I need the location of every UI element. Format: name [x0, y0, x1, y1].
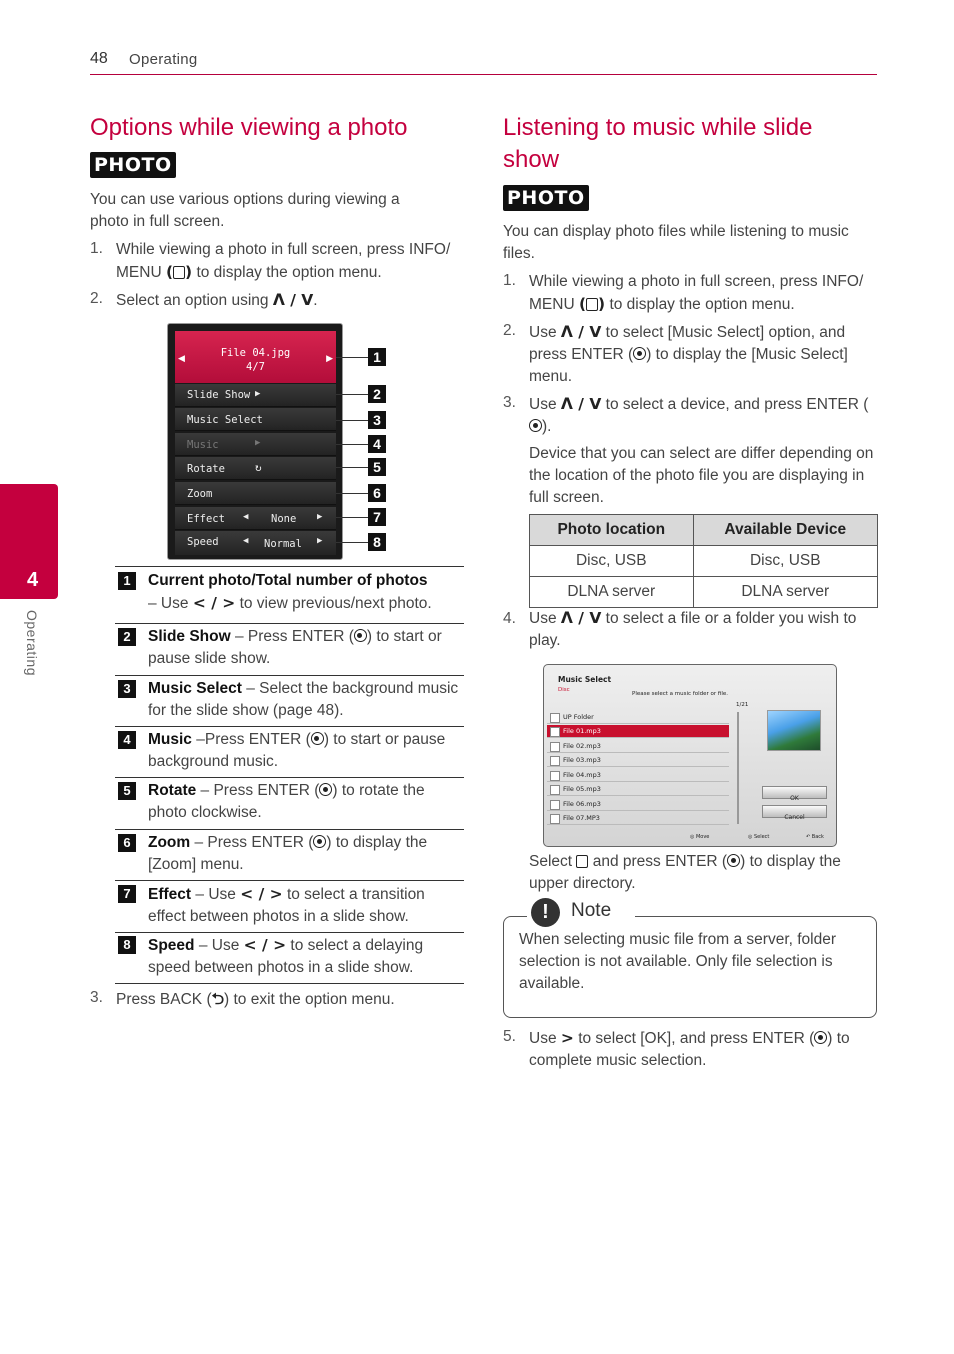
osd-row-slide-show: Slide Show ▶	[175, 384, 336, 407]
legend-item-7: Effect – Use < / > to select a transition effect between photos in a slide show.	[148, 885, 425, 925]
table-cell: Disc, USB	[693, 546, 877, 577]
step-3: Press BACK (⮌) to exit the option menu.	[116, 990, 395, 1008]
legend-item-4: Music –Press ENTER ( ) to start or pause background music.	[148, 731, 446, 770]
osd-row-effect: Effect ◀ None ▶	[175, 507, 336, 530]
callout-line	[336, 420, 368, 421]
up-down-icon: Λ / V	[560, 609, 602, 627]
enter-icon	[311, 732, 324, 745]
osd-row-music-select: Music Select	[175, 408, 336, 431]
right-step-3: Use Λ / V to select a device, and press ENTER ().	[529, 395, 869, 435]
chapter-label: Operating	[24, 610, 40, 676]
photo-badge: PHOTO	[90, 152, 176, 178]
table-header: Photo location	[530, 515, 694, 546]
legend-number: 8	[118, 936, 136, 954]
step-number: 3.	[90, 989, 103, 1006]
osd-row-speed: Speed ◀ Normal ▶	[175, 531, 336, 555]
legend-number: 7	[118, 885, 136, 903]
legend-number: 1	[118, 572, 136, 590]
callout-line	[336, 357, 368, 358]
step-number: 2.	[90, 290, 103, 307]
info-icon	[586, 298, 598, 311]
osd-row-rotate: Rotate ↻	[175, 457, 336, 480]
ms-row: File 03.mp3	[547, 754, 729, 767]
step-number: 1.	[503, 272, 516, 289]
step-number: 3.	[503, 394, 516, 411]
music-file-icon	[550, 771, 560, 781]
step-number: 5.	[503, 1028, 516, 1045]
ms-footer: ◎ Move	[690, 834, 710, 840]
left-arrow-icon: ◀	[243, 512, 249, 522]
step-1: While viewing a photo in full screen, press INFO/ MENU ( ) to display the option menu.	[116, 241, 451, 281]
music-file-icon	[550, 742, 560, 752]
step-number: 1.	[90, 240, 103, 257]
right-arrow-icon: ▶	[317, 512, 323, 522]
music-file-icon	[550, 814, 560, 824]
right-step-4: Use Λ / V to select a file or a folder you wish to play.	[529, 609, 857, 649]
legend-rule	[115, 932, 464, 933]
up-down-icon: Λ / V	[560, 395, 602, 413]
right-step-5: Use > to select [OK], and press ENTER ( ) to complete music selection.	[529, 1029, 850, 1069]
legend-rule	[115, 777, 464, 778]
ms-scrollbar	[737, 712, 739, 824]
ms-row: File 05.mp3	[547, 783, 729, 796]
device-table	[529, 514, 878, 608]
note-text: When selecting music file from a server, folder selection is not available. Only file selection is available.	[519, 931, 837, 992]
callout-line	[336, 517, 368, 518]
folder-icon	[550, 713, 560, 723]
legend-item-6: Zoom – Press ENTER ( ) to display the [Zoom] menu.	[148, 834, 428, 873]
legend-rule	[115, 983, 464, 984]
rotate-icon: ↻	[255, 461, 262, 474]
osd-header	[175, 331, 336, 383]
music-file-icon	[550, 800, 560, 810]
callout-line	[336, 542, 368, 543]
ms-row: File 02.mp3	[547, 740, 729, 753]
ms-title: Music Select	[558, 675, 612, 684]
legend-number: 2	[118, 628, 136, 646]
ms-footer: ↶ Back	[806, 834, 824, 840]
ms-page: 1/21	[736, 702, 749, 708]
callout-line	[336, 444, 368, 445]
osd-row-music: Music ▶	[175, 433, 336, 456]
upper-folder-icon	[576, 855, 588, 868]
right-chevron-icon: >	[560, 1029, 574, 1047]
table-row	[530, 546, 878, 577]
photo-badge: PHOTO	[503, 185, 589, 211]
left-right-icon: < / >	[192, 594, 236, 612]
legend-item-8: Speed – Use < / > to select a delaying speed between photos in a slide show.	[148, 936, 424, 976]
music-file-icon	[550, 756, 560, 766]
step-number: 2.	[503, 322, 516, 339]
ms-row: UP Folder	[547, 711, 729, 724]
left-arrow-icon: ◀	[243, 536, 249, 546]
step-2: Select an option using Λ / V.	[116, 291, 318, 309]
legend-rule	[115, 623, 464, 624]
osd-file-name: File 04.jpg	[220, 347, 291, 359]
callout-3: 3	[368, 411, 386, 429]
legend-number: 5	[118, 782, 136, 800]
legend-rule	[115, 566, 464, 567]
table-header: Available Device	[693, 515, 877, 546]
table-cell: DLNA server	[530, 577, 694, 608]
note-label: Note	[571, 900, 612, 921]
ms-source: Disc	[558, 687, 570, 693]
enter-icon	[529, 419, 542, 432]
legend-rule	[115, 726, 464, 727]
music-file-icon	[550, 727, 560, 737]
right-arrow-icon: ▶	[317, 536, 323, 546]
callout-1: 1	[368, 348, 386, 366]
table-cell: DLNA server	[693, 577, 877, 608]
legend-number: 6	[118, 834, 136, 852]
callout-line	[336, 467, 368, 468]
photo-thumbnail	[767, 710, 821, 751]
exclamation-icon: !	[531, 898, 560, 927]
ms-prompt: Please select a music folder or file.	[632, 691, 729, 697]
ms-row: File 07.MP3	[547, 812, 729, 825]
ms-row-selected: File 01.mp3	[547, 725, 729, 738]
enter-icon	[313, 835, 326, 848]
enter-icon	[814, 1031, 827, 1044]
legend-number: 3	[118, 680, 136, 698]
ms-row: File 06.mp3	[547, 798, 729, 811]
legend-rule	[115, 880, 464, 881]
right-step-1: While viewing a photo in full screen, press INFO/ MENU ( ) to display the option menu.	[529, 273, 864, 313]
callout-4: 4	[368, 435, 386, 453]
osd-row-zoom: Zoom	[175, 482, 336, 505]
chapter-number: 4	[27, 569, 39, 591]
legend-number: 4	[118, 731, 136, 749]
section-title: Operating	[129, 51, 198, 68]
osd-file-count: 4/7	[246, 361, 265, 373]
left-intro: You can use various options during viewing a photo in full screen.	[90, 191, 400, 230]
enter-icon	[633, 347, 646, 360]
ms-footer: ◎ Select	[748, 834, 770, 840]
table-cell: Disc, USB	[530, 546, 694, 577]
legend-item-3: Music Select – Select the background music for the slide show (page 48).	[148, 680, 459, 719]
page-number: 48	[90, 50, 108, 67]
right-intro: You can display photo files while listening to music files.	[503, 223, 849, 262]
callout-2: 2	[368, 385, 386, 403]
up-down-icon: Λ / V	[560, 323, 602, 341]
left-right-icon: < / >	[240, 885, 283, 903]
right-step-2: Use Λ / V to select [Music Select] option, and press ENTER ( ) to display the [Music Select] menu.	[529, 323, 848, 385]
callout-5: 5	[368, 458, 386, 476]
enter-icon	[354, 629, 367, 642]
ok-button[interactable]: OK	[762, 786, 827, 799]
legend-rule	[115, 829, 464, 830]
header-rule	[90, 74, 877, 75]
step-number: 4.	[503, 610, 516, 627]
legend-item-2: Slide Show – Press ENTER ( ) to start or pause slide show.	[148, 628, 442, 667]
music-file-icon	[550, 785, 560, 795]
cancel-button[interactable]: Cancel	[762, 805, 827, 818]
right-heading: Listening to music while slide show	[503, 114, 813, 173]
legend-item-1: Current photo/Total number of photos – Use < / > to view previous/next photo.	[148, 572, 432, 612]
enter-icon	[727, 854, 740, 867]
back-icon: ⮌	[211, 990, 225, 1008]
left-right-icon: < / >	[243, 936, 287, 954]
legend-item-5: Rotate – Press ENTER ( ) to rotate the photo clockwise.	[148, 782, 425, 821]
select-upper-dir: Select and press ENTER ( ) to display the upper directory.	[529, 853, 841, 892]
left-arrow-icon: ◀	[178, 353, 185, 363]
enter-icon	[319, 783, 332, 796]
right-step-3-note: Device that you can select are differ depending on the location of the photo file you are displaying in full screen.	[529, 445, 874, 506]
callout-8: 8	[368, 533, 386, 551]
up-down-icon: Λ / V	[272, 291, 314, 309]
callout-7: 7	[368, 508, 386, 526]
legend-rule	[115, 675, 464, 676]
table-row	[530, 577, 878, 608]
ms-row: File 04.mp3	[547, 769, 729, 782]
callout-6: 6	[368, 484, 386, 502]
callout-line	[336, 493, 368, 494]
info-icon	[173, 266, 185, 279]
table-header-row	[530, 515, 878, 546]
play-icon: ▶	[255, 438, 261, 448]
play-icon: ▶	[255, 389, 261, 399]
callout-line	[336, 394, 368, 395]
right-arrow-icon: ▶	[326, 353, 333, 363]
left-heading: Options while viewing a photo	[90, 114, 408, 141]
